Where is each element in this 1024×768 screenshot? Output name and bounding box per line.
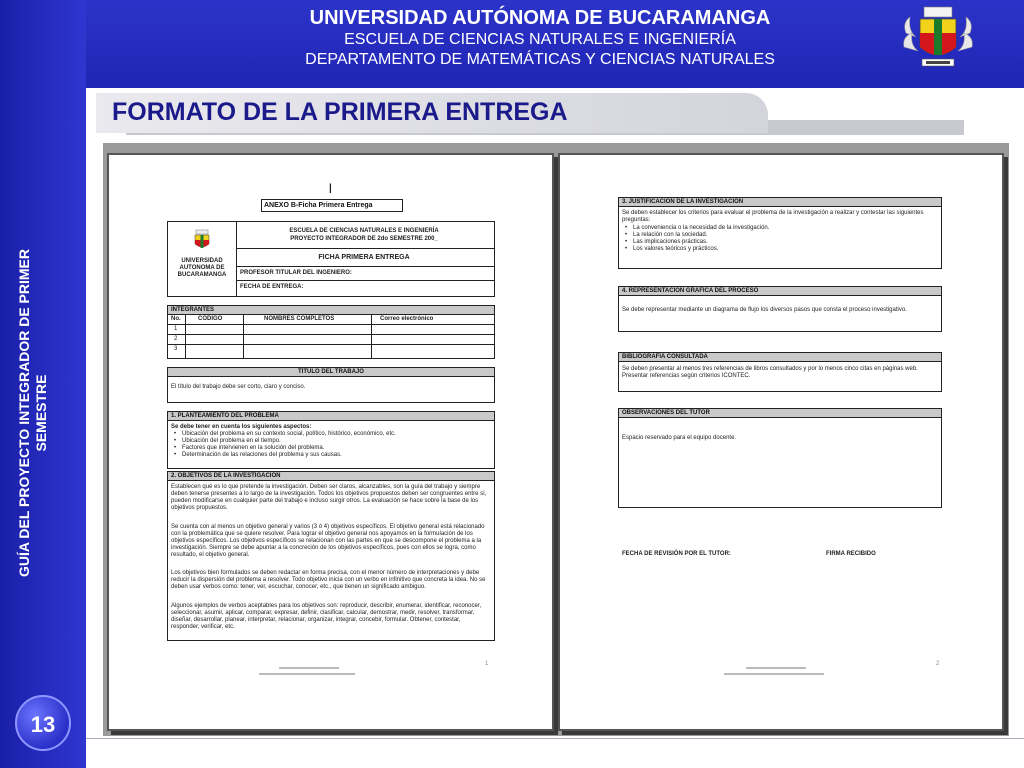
titulo-desc: El título del trabajo debe ser corto, claro y conciso. [171,384,306,390]
section-4-text: Se debe representar mediante un diagrama de flujo los diversos pasos que consta el proceso investigativo. [622,307,907,313]
footer-line [724,673,824,675]
section-5-box [618,352,942,392]
university-header [150,6,930,70]
school-name: ESCUELA DE CIENCIAS NATURALES E INGENIERÍA [344,31,736,48]
section-3-intro: Se deben establecer los criterios para evaluar el problema de la investigación a realizar y contestar las siguientes preguntas: [622,210,924,223]
document-page-1: | ANEXO B-Ficha Primera Entrega UNIVERSIDAD AUTONOMA DE BUCARAMANGA ESCUELA DE CIENCIAS NATURALES E INGENIERÍA PROYECTO INTEGRADOR DE 2do SEMESTRE 200_ FICHA PRIMERA ENTREGA PROFESOR TITULAR DEL INGENIERO: FECHA DE ENTREGA: INTEGRANTES No. CODIGO NOMBRES COMPLETOS Correo electrónico 1 2 3 TITULO DEL TRABAJO El título del trabajo debe ser corto, claro y conciso. 1. PLANTEAMIENTO DEL PROBLEMA Se debe tener en cuenta los siguientes aspectos: • Ubicación del problema en su contexto social, político, histórico, económico, etc. • Ubicación del problema en el tiempo. • Factores que intervienen en la solución del problema. • Determinación de las relaciones del problema y sus causas. 2. OBJETIVOS DE LA INVESTIGACION Establecen qué es lo que pretende la investigación. Deben ser claros, alcanzables, son la guía del trabajo y siempre deben tenerse presentes a lo largo de la investigación. Todos los objetivos propuestos deben ser congruentes entre sí, pueden modificarse en cualquier parte del trabajo e incluso surgir otros. La evaluación se hace sobre la base de los objetivos propuestos. Se cuenta con al menos un objetivo general y varios (3 ó 4) objetivos específicos. El objetivo general está relacionado con la problemática que se quiere resolver. Para lograr el objetivo general nos apoyamos en la formulación de los objetivos específicos. Los objetivos específicos se relacionan con las partes en que se descompone el problema a la investigación. Siempre se debe apuntar a la concreción de los objetivos específicos, pues con ellos se logra, como resultado, el objetivo general. Los objetivos bien formulados se deben redactar en forma precisa, con el menor número de interpretaciones y debe reducir la dispersión del problema a resolver. Todo objetivo inicia con un verbo en infinitivo que concreta la idea. No se deben usar verbos como: tener, ver, escuchar, conocer, etc., que tienen un significado ambiguo. Algunos ejemplos de verbos aceptables para los objetivos son: reproducir, describir, enumerar, identificar, reconocer, seleccionar, asumir, aplicar, comparar, expresar, definir, clasificar, calcular, demostrar, medir, resolver, transformar, diseñar, desarrollar, planear, interpretar, relacionar, organizar, integrar, concebir, formular. Obtener, contestar, responder, verificar, etc. 1 [107,153,554,731]
section-5-text: Se deben presentar al menos tres referencias de libros consultados y por lo menos cinco citas en páginas web. Presentar referencias según criterios ICONTEC. [622,366,918,379]
section-2-paragraph-1: Establecen qué es lo que pretende la investigación. Deben ser claros, alcanzables, son la guía del trabajo y siempre deben tenerse presentes a lo largo de la investigación. Todos los objetivos propuestos deben ser congruentes entre sí, pueden modificarse en cualquier parte del trabajo e incluso surgir otros. La evaluación se hace sobre la base de los objetivos propuestos. [171,484,487,511]
page-1-number: 1 [485,661,489,667]
bottom-divider [86,738,1024,739]
footer-line [259,673,355,675]
small-crest-icon [190,228,214,252]
side-label-line1: GUÍA DEL PROYECTO INTEGRADOR DE PRIMER [16,249,32,577]
section-2-box [167,471,495,641]
project-line: PROYECTO INTEGRADOR DE 2do SEMESTRE 200_ [290,236,438,242]
page-2-number: 2 [936,661,940,667]
section-1-bullet-1: Ubicación del problema en su contexto social, político, histórico, económico, etc. [182,431,396,437]
col-correo: Correo electrónico [380,316,434,322]
section-3-bullet-1: La conveniencia o la necesidad de la investigación. [633,225,770,231]
footer-line [279,667,339,669]
ficha-label: FICHA PRIMERA ENTREGA [318,254,410,261]
section-6-header: OBSERVACIONES DEL TUTOR [619,409,941,418]
section-3-box: 3. JUSTIFICACION DE LA INVESTIGACION Se deben establecer los criterios para evaluar el problema de la investigación a realizar y contestar las siguientes preguntas: • La conveniencia o la necesidad de la investigación. • La relación con la sociedad. • Las implicaciones prácticas. • Los valores teóricos y prácticos. [618,197,942,269]
header-table [167,221,495,297]
section-2-header: 2. OBJETIVOS DE LA INVESTIGACION [168,472,494,481]
department-name: DEPARTAMENTO DE MATEMÁTICAS Y CIENCIAS NATURALES [305,51,775,68]
section-3-bullet-4: Los valores teóricos y prácticos. [633,246,719,252]
section-3-bullet-2: La relación con la sociedad. [633,232,708,238]
row-1-no: 1 [174,326,178,332]
university-name: UNIVERSIDAD AUTÓNOMA DE BUCARAMANGA [309,7,771,29]
section-1-bullet-2: Ubicación del problema en el tiempo. [182,438,281,444]
section-5-header: BIBLIOGRAFIA CONSULTADA [619,353,941,362]
page-number-badge: 13 [15,695,71,751]
section-1-bullet-3: Factores que intervienen en la solución del problema. [182,445,325,451]
school-line: ESCUELA DE CIENCIAS NATURALES E INGENIERÍA [289,228,439,234]
section-1-bullet-4: Determinación de las relaciones del problema y sus causas. [182,452,342,458]
section-1-header: 1. PLANTEAMIENTO DEL PROBLEMA [168,412,494,421]
header-logo-cell [168,222,237,296]
section-1-box: 1. PLANTEAMIENTO DEL PROBLEMA Se debe tener en cuenta los siguientes aspectos: • Ubicación del problema en su contexto social, político, histórico, económico, etc. • Ubicación del problema en el tiempo. • Factores que intervienen en la solución del problema. • Determinación de las relaciones del problema y sus causas. [167,411,495,469]
annex-label: ANEXO B-Ficha Primera Entrega [261,199,403,212]
section-3-header: 3. JUSTIFICACION DE LA INVESTIGACION [619,198,941,207]
side-guide-label [16,198,50,628]
section-2-paragraph-2: Se cuenta con al menos un objetivo general y varios (3 ó 4) objetivos específicos. El objetivo general está relacionado con la problemática que se quiere resolver. Para lograr el objetivo general nos apoyamos en la formulación de los objetivos específicos. Los objetivos específicos se relacionan con las partes en que se descompone el problema a la investigación. Siempre se debe apuntar a la concreción de los objetivos específicos, pues con ellos se logra, como resultado, el objetivo general. [171,524,485,558]
col-nombres: NOMBRES COMPLETOS [264,316,335,322]
document-page-2 [558,153,1004,731]
fecha-label: FECHA DE ENTREGA: [240,284,304,290]
university-crest-logo [900,3,976,77]
row-3-no: 3 [174,346,178,352]
firma-label: FIRMA RECIBIDO [826,551,876,557]
row-2-no: 2 [174,336,178,342]
integrantes-header: INTEGRANTES [168,306,494,315]
integrantes-table [167,305,495,359]
fecha-revision-label: FECHA DE REVISIÓN POR EL TUTOR: [622,551,731,557]
titulo-header: TITULO DEL TRABAJO [168,368,494,377]
profesor-label: PROFESOR TITULAR DEL INGENIERO: [240,270,352,276]
footer-line [746,667,806,669]
slide-title: FORMATO DE LA PRIMERA ENTREGA [112,98,568,126]
section-4-header: 4. REPRESENTACION GRAFICA DEL PROCESO [619,287,941,296]
section-6-box [618,408,942,508]
col-codigo: CODIGO [198,316,223,322]
section-1-intro: Se debe tener en cuenta los siguientes aspectos: [171,424,312,430]
section-2-paragraph-4: Algunos ejemplos de verbos aceptables para los objetivos son: reproducir, describir, enumerar, identificar, reconocer, seleccionar, asumir, aplicar, comparar, expresar, definir, clasificar, calcular, demostrar, medir, resolver, transformar, diseñar, desarrollar, planear, interpretar, relacionar, organizar, integrar, concebir, formular. Obtener, contestar, responder, verificar, etc. [171,603,482,630]
col-no: No. [171,316,181,322]
section-2-paragraph-3: Los objetivos bien formulados se deben redactar en forma precisa, con el menor número de interpretaciones y debe reducir la dispersión del problema a resolver. Todo objetivo inicia con un verbo en infinitivo que concreta la idea. No se deben usar verbos como: tener, ver, escuchar, conocer, etc., que tienen un significado ambiguo. [171,570,486,590]
uni-label: UNIVERSIDAD AUTONOMA DE BUCARAMANGA [177,258,227,278]
section-6-text: Espacio reservado para el equipo docente. [622,435,737,441]
titulo-box [167,367,495,403]
section-4-box [618,286,942,332]
side-label-line2: SEMESTRE [33,374,49,452]
section-3-bullet-3: Las implicaciones prácticas. [633,239,708,245]
